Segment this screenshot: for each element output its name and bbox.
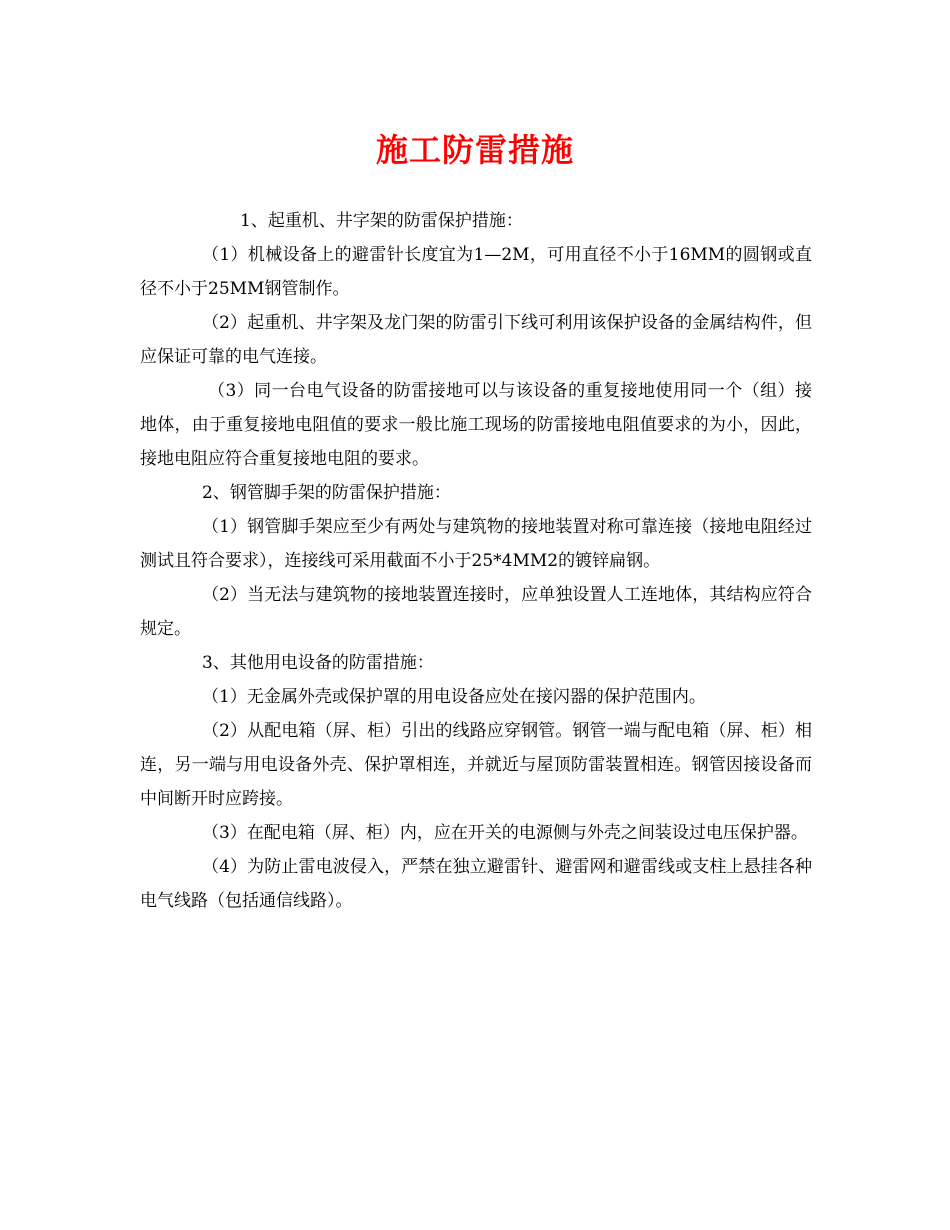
paragraph: （1）机械设备上的避雷针长度宜为1—2M，可用直径不小于16MM的圆钢或直径不小于25MM钢管制作。 xyxy=(140,245,812,299)
paragraph: （3）同一台电气设备的防雷接地可以与该设备的重复接地使用同一个（组）接地体，由于重复接地电阻值的要求一般比施工现场的防雷接地电阻值要求的为小，因此，接地电阻应符合重复接地电阻的要求。 xyxy=(140,381,812,469)
paragraph: （2）起重机、井字架及龙门架的防雷引下线可利用该保护设备的金属结构件，但应保证可靠的电气连接。 xyxy=(140,313,812,367)
paragraph: （3）在配电箱（屏、柜）内，应在开关的电源侧与外壳之间装设过电压保护器。 xyxy=(202,823,808,843)
document-body xyxy=(140,204,812,918)
paragraph: （2）当无法与建筑物的接地装置连接时，应单独设置人工连地体，其结构应符合规定。 xyxy=(140,585,812,639)
document-title: 施工防雷措施 xyxy=(375,131,574,169)
paragraph: （4）为防止雷电波侵入，严禁在独立避雷针、避雷网和避雷线或支柱上悬挂各种电气线路（包括通信线路）。 xyxy=(140,857,812,911)
section-heading-2: 2、钢管脚手架的防雷保护措施： xyxy=(202,483,451,503)
paragraph: （1）钢管脚手架应至少有两处与建筑物的接地装置对称可靠连接（接地电阻经过测试且符合要求），连接线可采用截面不小于25*4MM2的镀锌扁钢。 xyxy=(140,517,812,571)
paragraph: （2）从配电箱（屏、柜）引出的线路应穿钢管。钢管一端与配电箱（屏、柜）相连，另一端与用电设备外壳、保护罩相连，并就近与屋顶防雷装置相连。钢管因接设备而中间断开时应跨接。 xyxy=(140,721,812,809)
section-heading-3: 3、其他用电设备的防雷措施： xyxy=(202,653,434,673)
paragraph: （1）无金属外壳或保护罩的用电设备应处在接闪器的保护范围内。 xyxy=(202,687,706,707)
section-heading-1: 1、起重机、井字架的防雷保护措施： xyxy=(240,211,523,231)
